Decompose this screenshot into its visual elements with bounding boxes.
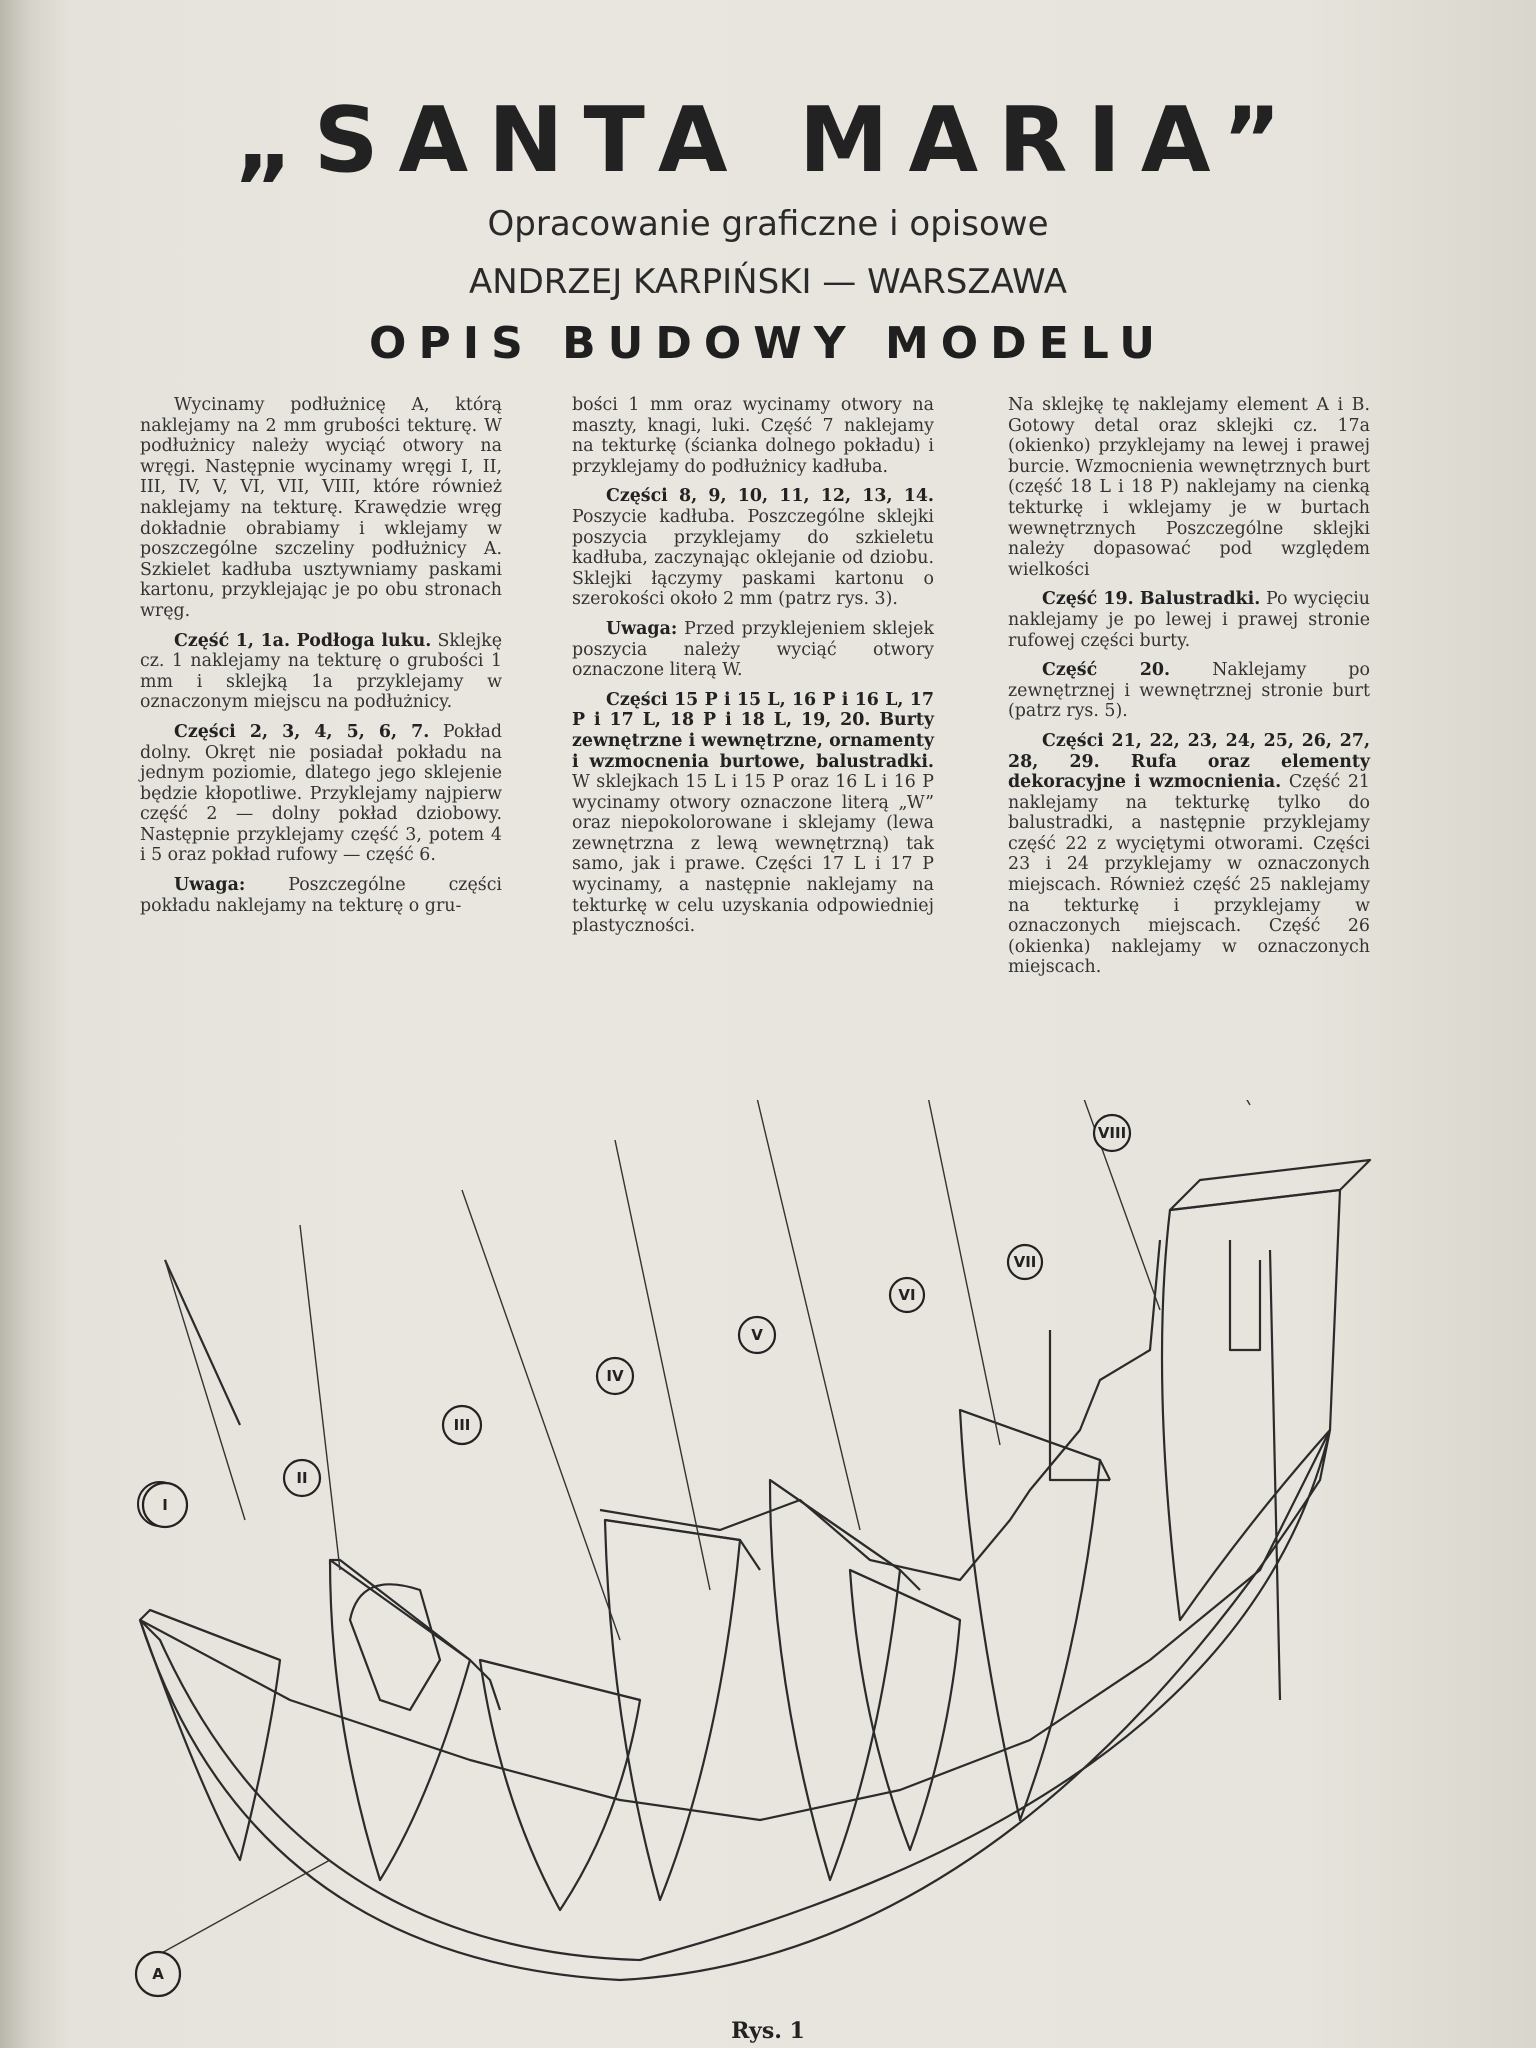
paragraph-text: Poszycie kadłuba. Poszczególne sklejki poszycia przyklejamy do szkieletu kadłuba, zaczynając oklejanie od dziobu. Sklejki łączymy paskami kartonu o szerokości około 2 mm (patrz rys. 3). bbox=[572, 506, 934, 610]
svg-text:III: III bbox=[453, 1416, 471, 1434]
paragraph bbox=[140, 722, 502, 866]
svg-text:A: A bbox=[152, 1965, 164, 1983]
label-i bbox=[143, 1483, 187, 1527]
paragraph-text: Część 21 naklejamy na tekturkę tylko do balustradki, a następnie przyklejamy część 22 z wyciętymi otworami. Części 23 i 24 przyklejamy w oznaczonych miejscach. Również część 25 naklejamy na tekturkę i przyklejamy w oznaczonych miejscach. Część 26 (okienka) naklejamy w oznaczonych miejscach. bbox=[1008, 772, 1370, 978]
paragraph bbox=[572, 486, 934, 610]
label-viii bbox=[1094, 1115, 1130, 1151]
paragraph-text: Pokład dolny. Okręt nie posiadał pokładu na jednym poziomie, dlatego jego sklejenie będzie kłopotliwe. Przyklejamy najpierw część 2 — dolny pokład dziobowy. Następnie przyklejamy część 3, potem 4 i 5 oraz pokład rufowy — część 6. bbox=[140, 721, 502, 866]
paragraph-text: Poszczególne części pokładu naklejamy na tekturę o gru- bbox=[140, 875, 502, 916]
label-vii bbox=[1008, 1245, 1042, 1279]
text-column-2 bbox=[572, 395, 934, 946]
paragraph bbox=[572, 690, 934, 937]
frame-viii bbox=[1162, 1190, 1340, 1620]
svg-text:VIII: VIII bbox=[1097, 1124, 1127, 1142]
paragraph bbox=[140, 875, 502, 916]
paragraph-lead: Części 15 P i 15 L, 16 P i 16 L, 17 P i 17 L, 18 P i 18 L, 19, 20. Burty zewnętrzne i wewnętrzne, ornamenty i wzmocnenia burtowe, balustradki. bbox=[572, 689, 934, 772]
label-v bbox=[739, 1317, 775, 1353]
svg-text:VII: VII bbox=[1013, 1253, 1037, 1271]
paragraph-lead: Część 20. bbox=[1042, 660, 1171, 681]
paragraph-lead: Części 2, 3, 4, 5, 6, 7. bbox=[174, 721, 430, 742]
paragraph-lead: Uwaga: bbox=[174, 875, 246, 896]
paragraph-text: bości 1 mm oraz wycinamy otwory na maszty, knagi, luki. Część 7 naklejamy na tekturkę (ścianka dolnego pokładu) i przyklejamy do podłużnicy kadłuba. bbox=[572, 395, 934, 477]
paragraph bbox=[140, 395, 502, 622]
subtitle: Opracowanie graficzne i opisowe bbox=[487, 204, 1049, 244]
svg-text:IV: IV bbox=[606, 1367, 624, 1385]
svg-text:VI: VI bbox=[898, 1286, 916, 1304]
paragraph-text: Przed przyklejeniem sklejek poszycia należy wyciąć otwory oznaczone literą W. bbox=[572, 618, 935, 681]
paragraph-lead: Części 8, 9, 10, 11, 12, 13, 14. bbox=[606, 486, 934, 507]
section-heading: OPIS BUDOWY MODELU bbox=[369, 318, 1167, 369]
paragraph-lead: Część 1, 1a. Podłoga luku. bbox=[174, 630, 432, 651]
paragraph-text: Po wycięciu naklejamy je po lewej i prawej stronie rufowej części burty. bbox=[1008, 589, 1370, 651]
paragraph-text: Wycinamy podłużnicę A, którą naklejamy na 2 mm grubości tekturę. W podłużnicy należy wyciąć otwory na wręgi. Następnie wycinamy wręgi I, II, III, IV, V, VI, VII, VIII, które również naklejamy na tekturę. Krawędzie wręg dokładnie obrabiamy i wklejamy w poszczególne szczeliny podłużnicy A. Szkielet kadłuba usztywniamy paskami kartonu, przyklejając je po obu stronach wręg. bbox=[140, 395, 502, 621]
svg-text:II: II bbox=[296, 1469, 308, 1487]
paragraph-lead: Uwaga: bbox=[606, 618, 678, 639]
frame-iv bbox=[605, 1520, 740, 1900]
keel-top-edge bbox=[140, 1430, 1330, 1820]
hull-frame-diagram bbox=[0, 1100, 1536, 2010]
paragraph bbox=[572, 395, 934, 477]
paragraph-lead: Części 21, 22, 23, 24, 25, 26, 27, 28, 29. Rufa oraz elementy dekoracyjne i wzmocnienia. bbox=[1008, 730, 1370, 793]
label-iv bbox=[597, 1358, 633, 1394]
label-vi bbox=[890, 1278, 924, 1312]
label-iii bbox=[443, 1406, 481, 1444]
paragraph-text: Sklejkę cz. 1 naklejamy na tekturę o grubości 1 mm i sklejką 1a przyklejamy w oznaczonym miejscu na podłużnicy. bbox=[140, 630, 502, 713]
label-a bbox=[136, 1952, 180, 1996]
paragraph-text: Na sklejkę tę naklejamy element A i B. Gotowy detal oraz sklejki cz. 17a (okienko) przyklejamy na lewej i prawej burcie. Wzmocnienia wewnętrznych burt (część 18 L i 18 P) naklejamy na cienką tekturkę i wklejamy je w burtach wewnętrznych Poszczególne sklejki należy dopasować pod względem wielkości bbox=[1008, 395, 1370, 580]
frame-v bbox=[770, 1480, 900, 1880]
paragraph bbox=[1008, 731, 1370, 978]
svg-text:I: I bbox=[162, 1496, 168, 1514]
page-title: „SANTA MARIA” bbox=[234, 88, 1302, 193]
keel-outline bbox=[140, 1430, 1330, 1980]
svg-text:V: V bbox=[751, 1326, 763, 1344]
paragraph bbox=[1008, 589, 1370, 651]
figure-caption: Rys. 1 bbox=[731, 2018, 805, 2044]
label-ii bbox=[284, 1460, 320, 1496]
paragraph bbox=[140, 631, 502, 713]
paragraph-text: W sklejkach 15 L i 15 P oraz 16 L i 16 P wycinamy otwory oznaczone literą „W” oraz niepokolorowane i sklejamy (lewa zewnętrzna z lewą wewnętrzną) tak samo, jak i prawe. Części 17 L i 17 P wycinamy, a następnie naklejamy na tekturkę w celu uzyskania odpowiedniej plastyczności. bbox=[572, 772, 934, 937]
text-column-1 bbox=[140, 395, 502, 925]
paragraph bbox=[1008, 660, 1370, 722]
paragraph-text: Naklejamy po zewnętrznej i wewnętrznej stronie burt (patrz rys. 5). bbox=[1008, 660, 1371, 722]
frame-i bbox=[140, 1610, 280, 1860]
paragraph-lead: Część 19. Balustradki. bbox=[1042, 589, 1261, 610]
paragraph bbox=[1008, 395, 1370, 580]
paragraph bbox=[572, 619, 934, 681]
author-line: ANDRZEJ KARPIŃSKI — WARSZAWA bbox=[468, 262, 1068, 302]
text-column-3 bbox=[1008, 395, 1370, 987]
